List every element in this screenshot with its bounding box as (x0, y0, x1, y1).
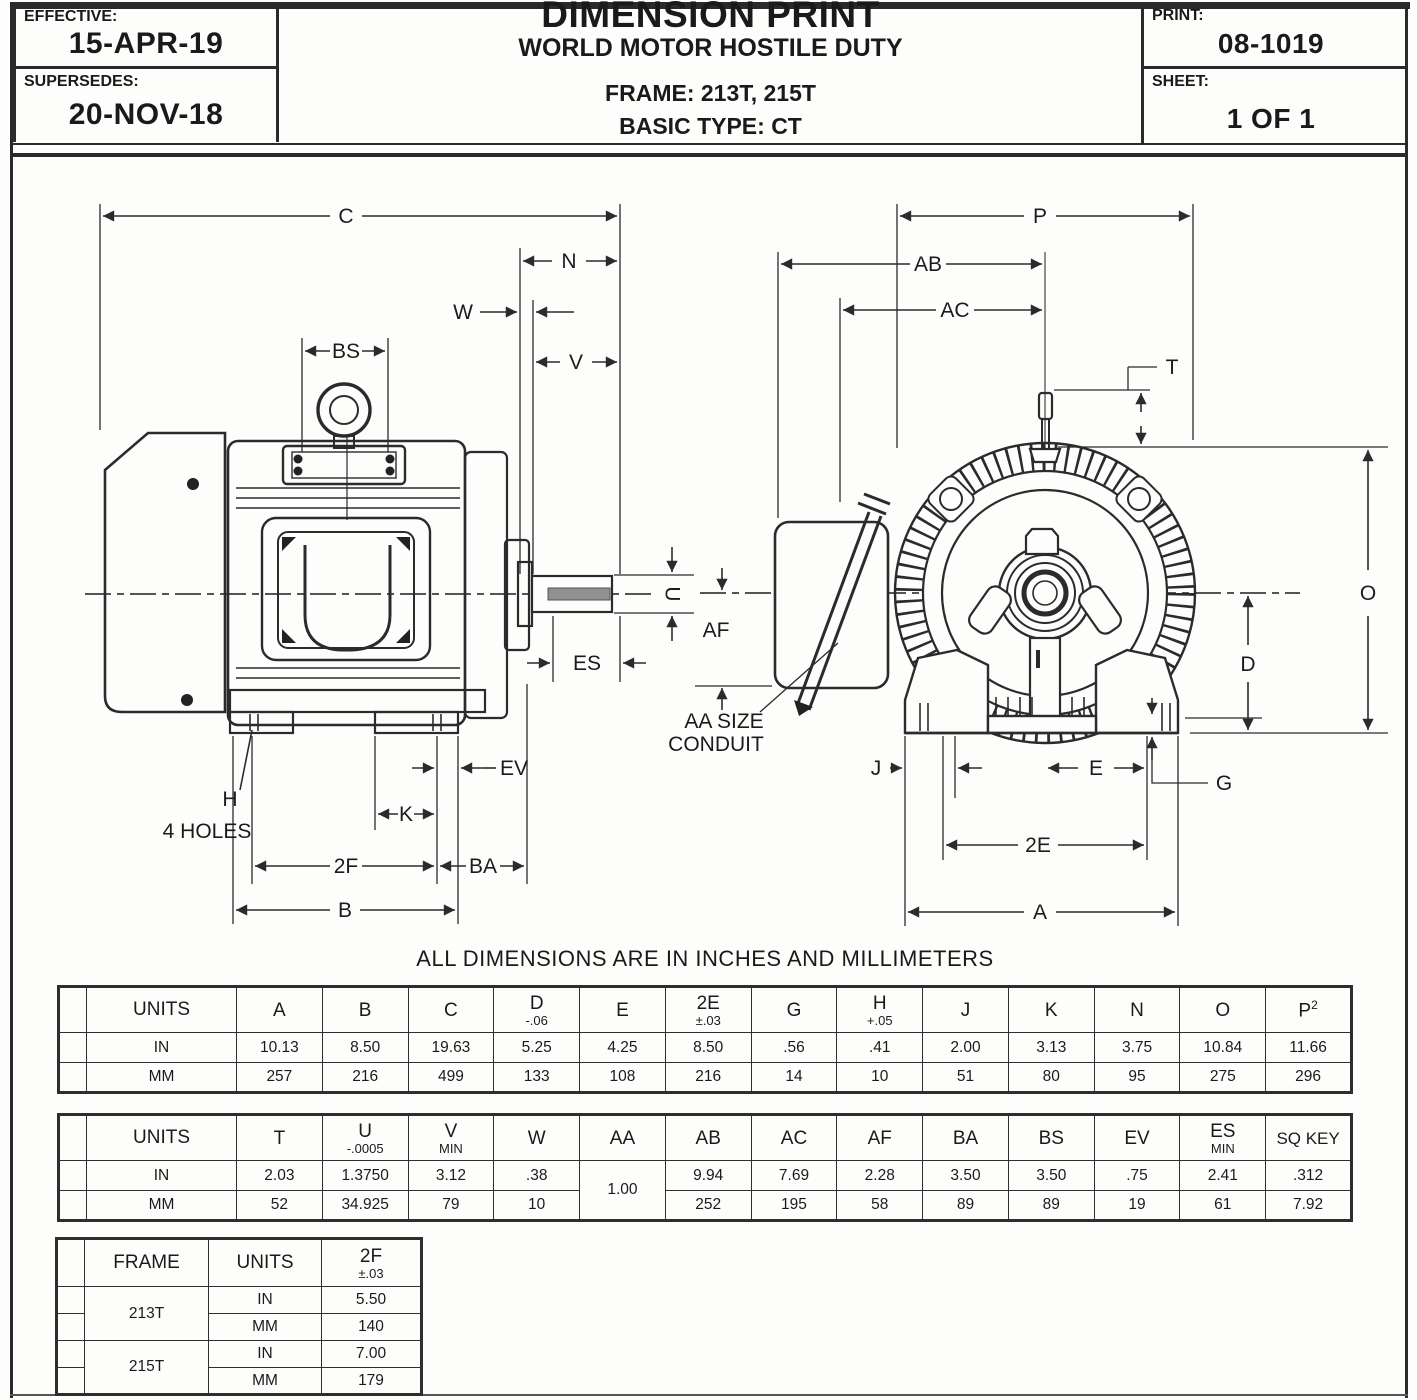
t1-in-n: 3.75 (1094, 1033, 1180, 1063)
t2-col-w: W (494, 1115, 580, 1161)
t2-col-ac: AC (751, 1115, 837, 1161)
t3-213t-mm-label: MM (209, 1314, 322, 1341)
t1-header-row (59, 987, 1352, 1033)
dim-label-ab: AB (913, 253, 943, 276)
dim-label-e: E (1088, 757, 1104, 780)
t2-in-ab: 9.94 (665, 1161, 751, 1191)
t1-in-d: 5.25 (494, 1033, 580, 1063)
t1-mm-2e: 216 (665, 1063, 751, 1093)
t2-in-t: 2.03 (237, 1161, 323, 1191)
t1-mm-row (59, 1063, 1352, 1093)
t2-mm-ba: 89 (923, 1191, 1009, 1221)
t2-mm-v: 79 (408, 1191, 494, 1221)
t2-mm-ev: 19 (1094, 1191, 1180, 1221)
dim-label-conduit: CONDUIT (668, 733, 764, 756)
sheet-label: SHEET: (1152, 73, 1209, 90)
effective-label: EFFECTIVE: (24, 8, 118, 25)
frame-table (55, 1237, 423, 1396)
dim-label-b: B (337, 899, 353, 922)
t2-mm-w: 10 (494, 1191, 580, 1221)
dim-label-ba: BA (468, 855, 498, 878)
dim-label-d: D (1240, 653, 1256, 676)
t1-in-o: 10.84 (1180, 1033, 1266, 1063)
t3-tick-cell (57, 1368, 85, 1395)
t1-tick-cell (59, 987, 87, 1033)
t2-tick-cell (59, 1161, 87, 1191)
t2-mm-label: MM (87, 1191, 237, 1221)
t1-mm-k: 80 (1008, 1063, 1094, 1093)
t1-tick-cell (59, 1033, 87, 1063)
dim-label-a: A (1032, 901, 1048, 924)
dim-label-u: U (660, 586, 684, 602)
dim-label-ev: EV (499, 757, 529, 780)
t2-in-ba: 3.50 (923, 1161, 1009, 1191)
t1-mm-n: 95 (1094, 1063, 1180, 1093)
print-number: 08-1019 (1217, 28, 1325, 59)
dim-label-p: P (1032, 205, 1048, 228)
t1-mm-j: 51 (923, 1063, 1009, 1093)
t2-mm-t: 52 (237, 1191, 323, 1221)
t1-mm-b: 216 (322, 1063, 408, 1093)
t1-in-g: .56 (751, 1033, 837, 1063)
t1-mm-a: 257 (237, 1063, 323, 1093)
t3-row-215t-in (57, 1341, 422, 1368)
dim-label-bs: BS (331, 340, 361, 363)
t2-col-ev: EV (1094, 1115, 1180, 1161)
t3-213t-in-value: 5.50 (322, 1287, 422, 1314)
t1-col-p: $P^2$ (1266, 987, 1352, 1033)
t1-mm-c: 499 (408, 1063, 494, 1093)
t3-215t-in-value: 7.00 (322, 1341, 422, 1368)
sheet-value: 1 OF 1 (1226, 103, 1316, 134)
t1-units-header: UNITS (87, 987, 237, 1033)
t2-col-sqkey: SQ KEY (1266, 1115, 1352, 1161)
t1-mm-h: 10 (837, 1063, 923, 1093)
t3-header-row (57, 1239, 422, 1287)
basic-type-line: BASIC TYPE: CT (619, 113, 802, 139)
t2-in-sqkey: .312 (1266, 1161, 1352, 1191)
page-subtitle: WORLD MOTOR HOSTILE DUTY (518, 34, 903, 62)
t1-mm-o: 275 (1180, 1063, 1266, 1093)
dim-label-af: AF (702, 619, 730, 642)
dim-label-o: O (1359, 582, 1377, 605)
t2-mm-es: 61 (1180, 1191, 1266, 1221)
t2-tick-cell (59, 1115, 87, 1161)
t1-mm-label: MM (87, 1063, 237, 1093)
dim-label-c: C (338, 205, 354, 228)
t1-col-n: N (1094, 987, 1180, 1033)
t3-215t-in-label: IN (209, 1341, 322, 1368)
t2-in-es: 2.41 (1180, 1161, 1266, 1191)
t2-mm-bs: 89 (1008, 1191, 1094, 1221)
t1-in-label: IN (87, 1033, 237, 1063)
t2-mm-u: 34.925 (322, 1191, 408, 1221)
t1-in-b: 8.50 (322, 1033, 408, 1063)
t1-col-e: E (580, 987, 666, 1033)
t3-2f-header: 2F ±.03 (322, 1239, 422, 1287)
t1-in-c: 19.63 (408, 1033, 494, 1063)
t1-col-a: A (237, 987, 323, 1033)
dim-label-t: T (1165, 356, 1179, 379)
t2-mm-ab: 252 (665, 1191, 751, 1221)
t2-units-header: UNITS (87, 1115, 237, 1161)
dim-label-n: N (561, 250, 577, 273)
t2-in-label: IN (87, 1161, 237, 1191)
t3-213t-mm-value: 140 (322, 1314, 422, 1341)
print-box-mid (1141, 66, 1408, 69)
t2-aa-merged: 1.00 (580, 1161, 666, 1221)
t1-mm-e: 108 (580, 1063, 666, 1093)
t2-col-ba: BA (923, 1115, 1009, 1161)
t1-in-row (59, 1033, 1352, 1063)
header-underline-2 (10, 153, 1408, 157)
supersedes-label: SUPERSEDES: (24, 73, 139, 90)
t3-tick-cell (57, 1314, 85, 1341)
t1-mm-d: 133 (494, 1063, 580, 1093)
t1-col-g: G (751, 987, 837, 1033)
t2-col-bs: BS (1008, 1115, 1094, 1161)
frame-line: FRAME: 213T, 215T (605, 80, 816, 106)
t2-in-af: 2.28 (837, 1161, 923, 1191)
t3-frame-215t: 215T (85, 1341, 209, 1395)
dim-label-2f: 2F (333, 855, 359, 878)
t3-tick-cell (57, 1341, 85, 1368)
dimensions-note: ALL DIMENSIONS ARE IN INCHES AND MILLIMETERS (416, 946, 994, 971)
t1-in-h: .41 (837, 1033, 923, 1063)
t2-in-u: 1.3750 (322, 1161, 408, 1191)
t2-mm-ac: 195 (751, 1191, 837, 1221)
dim-label-ac: AC (940, 299, 970, 322)
t2-in-row (59, 1161, 1352, 1191)
dim-label-aa-size: AA SIZE (684, 710, 764, 733)
t1-col-k: K (1008, 987, 1094, 1033)
t1-col-o: O (1180, 987, 1266, 1033)
t2-mm-af: 58 (837, 1191, 923, 1221)
t2-mm-sqkey: 7.92 (1266, 1191, 1352, 1221)
t2-in-ac: 7.69 (751, 1161, 837, 1191)
t1-in-p: 11.66 (1266, 1033, 1352, 1063)
t1-tick-cell (59, 1063, 87, 1093)
t2-in-ev: .75 (1094, 1161, 1180, 1191)
t2-tick-cell (59, 1191, 87, 1221)
t2-header-row (59, 1115, 1352, 1161)
dim-label-k: K (398, 803, 414, 826)
dimension-table-2 (57, 1113, 1353, 1222)
t3-215t-mm-label: MM (209, 1368, 322, 1395)
supersedes-date: 20-NOV-18 (68, 98, 224, 131)
t2-in-bs: 3.50 (1008, 1161, 1094, 1191)
dim-label-4holes: 4 HOLES (162, 820, 252, 843)
dim-label-v: V (568, 351, 584, 374)
t1-col-2e: 2E ±.03 (665, 987, 751, 1033)
dim-label-j: J (870, 757, 882, 780)
t1-col-b: B (322, 987, 408, 1033)
t1-col-j: J (923, 987, 1009, 1033)
t1-in-k: 3.13 (1008, 1033, 1094, 1063)
t2-in-v: 3.12 (408, 1161, 494, 1191)
t3-frame-header: FRAME (85, 1239, 209, 1287)
t1-col-d: D -.06 (494, 987, 580, 1033)
t2-col-aa: AA (580, 1115, 666, 1161)
t2-in-w: .38 (494, 1161, 580, 1191)
dim-label-es: ES (572, 652, 602, 675)
t1-in-2e: 8.50 (665, 1033, 751, 1063)
effective-box-mid (13, 66, 279, 69)
t3-213t-in-label: IN (209, 1287, 322, 1314)
t3-units-header: UNITS (209, 1239, 322, 1287)
header-underline-1 (10, 143, 1408, 145)
dim-label-g: G (1215, 772, 1233, 795)
drawing-area (0, 160, 1417, 960)
side-view (85, 204, 694, 924)
t2-mm-row (59, 1191, 1352, 1221)
end-view (668, 204, 1388, 926)
t1-in-e: 4.25 (580, 1033, 666, 1063)
t2-col-ab: AB (665, 1115, 751, 1161)
dim-label-w: W (453, 301, 473, 324)
dim-label-h: H (222, 788, 238, 811)
t2-col-t: T (237, 1115, 323, 1161)
t1-col-c: C (408, 987, 494, 1033)
print-label: PRINT: (1152, 7, 1204, 24)
t1-in-j: 2.00 (923, 1033, 1009, 1063)
dimension-table-1 (57, 985, 1353, 1094)
t2-col-es: ES MIN (1180, 1115, 1266, 1161)
dim-label-2e: 2E (1025, 834, 1051, 857)
t1-mm-p: 296 (1266, 1063, 1352, 1093)
t2-col-v: V MIN (408, 1115, 494, 1161)
t3-tick-cell (57, 1239, 85, 1287)
t3-tick-cell (57, 1287, 85, 1314)
effective-date: 15-APR-19 (68, 27, 224, 60)
t1-col-h: H +.05 (837, 987, 923, 1033)
t2-col-u: U -.0005 (322, 1115, 408, 1161)
t2-col-af: AF (837, 1115, 923, 1161)
t3-frame-213t: 213T (85, 1287, 209, 1341)
t3-215t-mm-value: 179 (322, 1368, 422, 1395)
t1-in-a: 10.13 (237, 1033, 323, 1063)
page-title: DIMENSION PRINT (541, 0, 880, 35)
t3-row-213t-in (57, 1287, 422, 1314)
t1-mm-g: 14 (751, 1063, 837, 1093)
